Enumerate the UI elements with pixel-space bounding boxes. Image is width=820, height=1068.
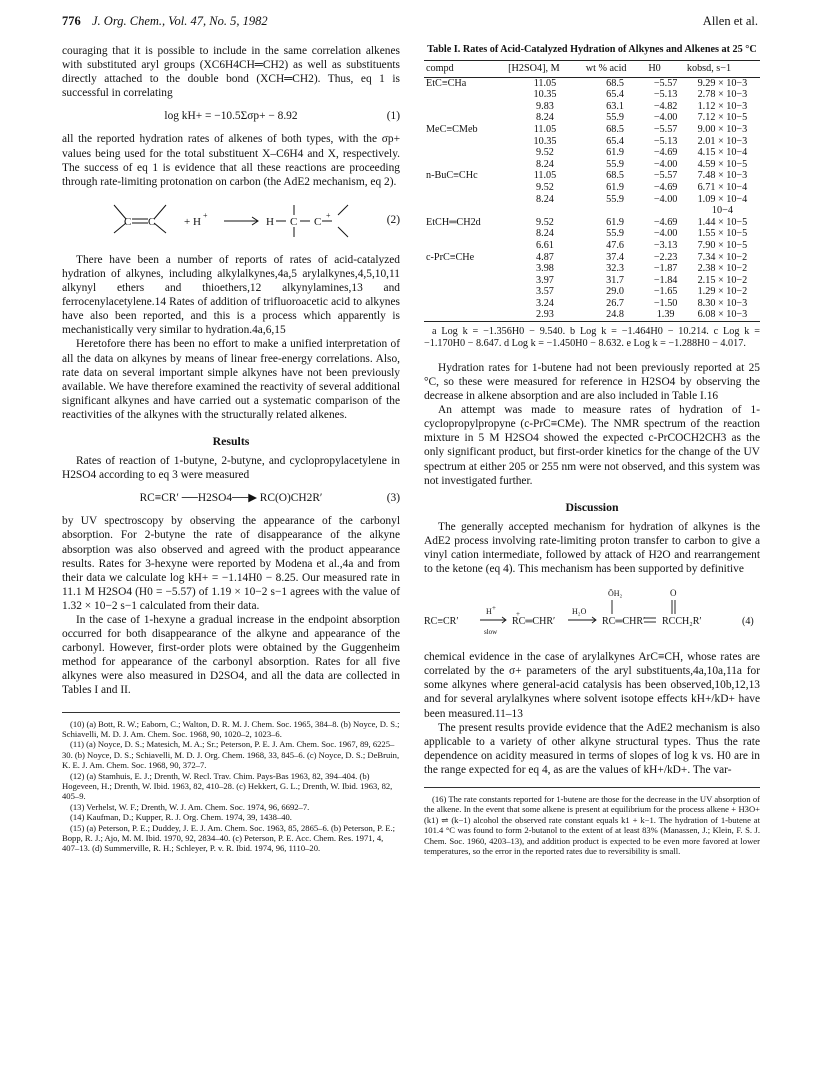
equation-text: RC≡CR′ ──H2SO4──▶ RC(O)CH2R′ [139, 492, 323, 505]
svg-text:+: + [516, 610, 520, 619]
table-cell: 9.52 [536, 147, 554, 159]
table-cell: −4.00 [653, 158, 678, 170]
table-cell: EtC≡CHa [426, 77, 467, 89]
table-cell [424, 298, 506, 310]
table-row [424, 77, 760, 89]
table-cell [646, 205, 685, 217]
table-cell [424, 309, 506, 321]
protonation-scheme-drawing [62, 195, 400, 247]
table-cell [424, 89, 506, 101]
table-cell: 55.9 [606, 112, 624, 124]
table-row [424, 228, 760, 240]
table-cell: MeC≡CMeb [426, 123, 478, 135]
reference-item: (10) (a) Bott, R. W.; Eaborn, C.; Walton, D. R. M. J. Chem. Soc. 1965, 384–8. (b) Noyce, D. S.; Schiavelli, M. D. J. Am. Chem. Soc. 1968, 90, 1020–2, 1023–6. [62, 718, 400, 739]
paragraph: chemical evidence in the case of arylalkynes ArC≡CH, whose rates are correlated by the σ+ parameters of the aryl substituents,4a,10a,11a for some alkynes where general-acid catalysis has been observed,10b,12,13 and for several arylalkynes where solvent isotope effects kH+/kD+ have been measured.11–13 [424, 651, 760, 720]
table-cell: EtCH═CH2d [426, 216, 481, 228]
table-cell: 8.24 [536, 112, 554, 124]
table-row [424, 112, 760, 124]
table-row [424, 309, 760, 321]
table-cell: 68.5 [606, 123, 624, 135]
table-cell: 61.9 [606, 147, 624, 159]
table-cell: −4.82 [653, 100, 678, 112]
table-cell: −4.69 [653, 147, 678, 159]
table-cell: 32.3 [606, 263, 624, 275]
svg-text:C: C [290, 215, 298, 228]
table-cell: 2.15 × 10−2 [697, 274, 748, 286]
table-cell: 7.90 × 10−5 [697, 239, 748, 251]
table-cell [424, 275, 506, 287]
table-cell: n-BuC≡CHc [426, 170, 478, 182]
table-cell: 1.44 × 10−5 [697, 216, 748, 228]
table-cell: −1.87 [653, 263, 678, 275]
table-cell: 4.59 × 10−5 [697, 158, 748, 170]
paragraph: Hydration rates for 1-butene had not been previously reported at 25 °C, so these were measured for reference in H2SO4 by observing the decrease in alkene absorption and are also included in Table I.16 [424, 361, 760, 403]
table-cell: 9.52 [536, 181, 554, 193]
svg-text:RC═CHR′: RC═CHR′ [602, 616, 646, 628]
table-cell [424, 112, 506, 124]
table-cell: −5.57 [653, 170, 678, 182]
table-cell: 55.9 [606, 193, 624, 205]
table-row [424, 194, 760, 206]
svg-text:+ H: + H [184, 215, 201, 228]
table-cell: 8.24 [536, 228, 554, 240]
column-header: compd [424, 61, 506, 78]
table-cell: 68.5 [606, 77, 624, 89]
svg-text:+: + [203, 210, 208, 220]
table-cell: 3.98 [536, 263, 554, 275]
table-cell [424, 194, 506, 206]
table-body [424, 77, 760, 321]
mechanism-drawing [424, 584, 760, 642]
table-caption: Table I. Rates of Acid-Catalyzed Hydration of Alkynes and Alkenes at 25 °C [427, 44, 757, 55]
table-row [424, 147, 760, 159]
table-cell: 68.5 [606, 170, 624, 182]
table-cell: −5.13 [653, 135, 678, 147]
table-cell: 29.0 [606, 286, 624, 298]
svg-text:H: H [266, 215, 274, 228]
equation-4-mechanism [424, 584, 760, 642]
table-cell: 10.35 [533, 89, 557, 101]
equation-number: (1) [386, 110, 400, 123]
table-cell: 2.78 × 10−3 [697, 89, 748, 101]
reference-item: (12) (a) Stamhuis, E. J.; Drenth, W. Recl. Trav. Chim. Pays-Bas 1963, 82, 394–404. (b) Hogeveen, H.; Drenth, W. Ibid. 1963, 82, 410–28. (c) Hekkert, G. L.; Drenth, W. Ibid. 1963, 82, 405–9. [62, 770, 393, 802]
table-row [424, 217, 760, 229]
table-cell [424, 136, 506, 148]
table-cell: 24.8 [584, 309, 647, 321]
table-cell [424, 228, 506, 240]
table-row [424, 263, 760, 275]
table-cell: −4.00 [653, 112, 678, 124]
paragraph: by UV spectroscopy by observing the appearance of the carbonyl absorption. For 2-butyne the rate of disappearance of the alkyne absorption was also observed and agreed with the product appearance results. Rates for 3-hexyne were reported by Modena et al.,4a and from their data we calculate log kH+ = −1.14H0 − 8.25. Our measured rate in 11.1 M H2SO4 (H0 = −5.57) of 1.19 × 10−2 s−1 agrees with the value of 1.32 × 10−2 s−1 calculated from their data. [62, 515, 400, 612]
svg-text:(4): (4) [742, 616, 754, 628]
svg-text:RC≡CR′: RC≡CR′ [424, 616, 459, 628]
table-row [424, 205, 760, 217]
table-cell: −3.13 [653, 239, 678, 251]
table-row [424, 159, 760, 171]
reference-item: (13) Verhelst, W. F.; Drenth, W. J. Am. Chem. Soc. 1974, 96, 6692–7. [70, 801, 310, 812]
left-column [62, 44, 400, 854]
table-cell: 9.52 [536, 216, 554, 228]
table-row [424, 240, 760, 252]
table-cell [424, 159, 506, 171]
table-cell: 10−4 [711, 205, 733, 217]
table-cell: c-PrC≡CHe [426, 251, 475, 263]
table-cell [424, 182, 506, 194]
svg-text:O: O [670, 588, 677, 599]
table-cell: 1.09 × 10−4 [697, 193, 748, 205]
table-cell: 65.4 [606, 89, 624, 101]
table-cell [424, 240, 506, 252]
table-cell: 6.08 × 10−3 [685, 309, 760, 321]
table-row [424, 252, 760, 264]
section-heading-discussion: Discussion [565, 499, 619, 514]
table-cell: 7.34 × 10−2 [697, 251, 748, 263]
reference-item: (15) (a) Peterson, P. E.; Duddey, J. E. J. Am. Chem. Soc. 1963, 85, 2865–6. (b) Peterson, P. E.; Bopp, R. J.; Ajo, M. M. Ibid. 1970, 92, 2834–40. (c) Peterson, P. E. Acc. Chem. Res. 1971, 4, 407–13. (d) Summerville, R. H.; Schleyer, P. v. R. Ibid. 1974, 96, 1110–20. [62, 822, 396, 854]
table-cell: 11.05 [533, 123, 557, 135]
journal-citation: J. Org. Chem., Vol. 47, No. 5, 1982 [92, 14, 268, 28]
table-cell: −4.69 [653, 216, 678, 228]
equation-3 [62, 491, 400, 505]
section-heading-results: Results [212, 433, 250, 448]
table-cell: 8.24 [536, 158, 554, 170]
table-cell: 3.24 [536, 297, 554, 309]
table-header-row [424, 61, 760, 78]
table-cell: −5.57 [653, 77, 678, 89]
table-cell: 1.39 [646, 309, 685, 321]
paragraph: couraging that it is possible to include in the same correlation alkenes with substituted aryl groups (XC6H4CH═CH2) as well as substituents directly attached to the double bond (XCH═CH2). Thus, eq 1 is successful in correlating [62, 45, 400, 100]
page-number: 776 [62, 14, 81, 28]
table-cell: 8.24 [536, 193, 554, 205]
paragraph: An attempt was made to measure rates of hydration of 1-cyclopropylpropyne (c-PrC≡CMe). The NMR spectrum of the reaction mixture in 5 M H2SO4 showed the expected c-PrCOCH2CH3 as the only significant product, but first-order kinetics for the change of the UV spectrum at either 205 or 255 nm were not observed, and this system was not investigated further. [424, 404, 760, 487]
table-cell [424, 147, 506, 159]
svg-text:H: H [486, 607, 492, 617]
table-cell: 9.29 × 10−3 [697, 77, 748, 89]
table-cell: 3.57 [536, 286, 554, 298]
table-cell: −1.50 [653, 297, 678, 309]
table-cell: 1.12 × 10−3 [697, 100, 748, 112]
table-cell: 55.9 [606, 228, 624, 240]
svg-text:H₂O: H₂O [572, 607, 587, 617]
svg-text:+: + [492, 604, 496, 613]
svg-text:RCCH₂R′: RCCH₂R′ [662, 616, 702, 628]
column-header: wt % acid [584, 61, 647, 78]
table-cell: 6.71 × 10−4 [697, 181, 748, 193]
table-cell [424, 263, 506, 275]
table-row [424, 89, 760, 101]
references-list [62, 712, 400, 854]
table-cell: 37.4 [606, 251, 624, 263]
table-cell: 10.35 [533, 135, 557, 147]
table-cell: −4.00 [653, 228, 678, 240]
table-row [424, 101, 760, 113]
table-cell: 65.4 [606, 135, 624, 147]
table-cell: 2.93 [506, 309, 584, 321]
svg-text:ŌH₂: ŌH₂ [608, 589, 623, 599]
table-footnotes: a Log k = −1.356H0 − 9.540. b Log k = −1.464H0 − 10.214. c Log k = −1.170H0 − 8.647. d Log k = −1.450H0 − 8.632. e Log k = −1.288H0 − 4.017. [424, 326, 760, 350]
table-cell [584, 205, 647, 217]
table-row [424, 136, 760, 148]
paragraph: In the case of 1-hexyne a gradual increase in the endpoint absorption occurred for both disappearance of the alkyne and appearance of the carbonyl. However, first-order plots were obtained by the Guggenheim method for appearance of the carbonyl absorption. Rates for all five alkynes were also measured in D2SO4, and all the data are collected in Tables I and II. [62, 614, 400, 697]
table-row [424, 298, 760, 310]
paragraph: Heretofore there has been no effort to make a unified interpretation of all the data on alkynes by means of linear free-energy correlations. Also, rate data on several important simple alkynes have not been previously available. We have therefore examined the reactivity of several additional significant alkynes and have carried out a systematic comparison of the reactivities of the alkynes with the structurally related alkenes. [62, 338, 400, 421]
column-header: H0 [646, 61, 685, 78]
svg-text:C: C [314, 215, 322, 228]
table-cell: 7.12 × 10−5 [697, 112, 748, 124]
table-cell: 2.01 × 10−3 [697, 135, 748, 147]
table-cell: 1.55 × 10−5 [697, 228, 748, 240]
equation-text: log kH+ = −10.5Σσp+ − 8.92 [164, 110, 298, 123]
table-cell [424, 101, 506, 113]
paragraph: Rates of reaction of 1-butyne, 2-butyne, and cyclopropylacetylene in H2SO4 according to eq 3 were measured [62, 455, 400, 482]
table-cell: 1.29 × 10−2 [697, 286, 748, 298]
table-cell: 6.61 [536, 239, 554, 251]
paragraph: There have been a number of reports of rates of acid-catalyzed hydration of alkynes, including alkylalkynes,4a,5 arylalkynes,4,5,10,11 alkynyl ethers and thioethers,12 alkynylamines,13 and ferrocenylacetylene.14 Rates of addition of trifluoroacetic acid to alkynes have also been reported, and this is a process which apparently is mechanistically very similar to hydration.4a,6,15 [62, 253, 400, 337]
table-cell: 7.48 × 10−3 [697, 170, 748, 182]
table-cell [424, 205, 506, 217]
paragraph: all the reported hydration rates of alkenes of both types, with the σp+ values being used for the total substituent X–C6H4 and X, respectively. The success of eq 1 is evidence that all these reactions are proceeding through rate-limiting protonation on carbon (the AdE2 mechanism, eq 2). [62, 133, 400, 188]
rates-table [424, 60, 760, 322]
table-cell: 4.15 × 10−4 [697, 147, 748, 159]
table-cell: −1.84 [653, 274, 678, 286]
table-cell: 11.05 [533, 170, 557, 182]
svg-text:+: + [326, 210, 331, 220]
right-column [424, 44, 760, 856]
column-header: [H2SO4], M [506, 61, 584, 78]
table-cell: 61.9 [606, 181, 624, 193]
table-cell: 61.9 [606, 216, 624, 228]
table-cell: 26.7 [606, 297, 624, 309]
table-cell: 55.9 [606, 158, 624, 170]
table-cell: −2.23 [653, 251, 678, 263]
table-cell: 47.6 [606, 239, 624, 251]
svg-text:C: C [124, 215, 132, 228]
table-row [424, 275, 760, 287]
table-cell: 3.97 [536, 274, 554, 286]
table-cell: 2.38 × 10−2 [697, 263, 748, 275]
equation-number: (3) [386, 492, 400, 505]
table-row [424, 182, 760, 194]
table-cell: −5.57 [653, 123, 678, 135]
equation-number: (2) [386, 213, 400, 226]
table-cell [424, 286, 506, 298]
paragraph: The generally accepted mechanism for hydration of alkynes is the AdE2 process involving rate-limiting proton transfer to carbon to give a vinyl cation intermediate, followed by attack of H2O and rearrangement to the ketone (eq 4). This mechanism has been supported by definitive [424, 520, 760, 576]
table-cell: 11.05 [533, 77, 557, 89]
table-cell [506, 205, 584, 217]
running-authors: Allen et al. [702, 14, 758, 28]
reference-item: (11) (a) Noyce, D. S.; Matesich, M. A.; Sr.; Peterson, P. E. J. Am. Chem. Soc. 1967, 89, 6225–30. (b) Noyce, D. S.; Schiavelli, M. D. J. Org. Chem. 1968, 33, 845–6. (c) Noyce, D. S.; DeBruin, K. E. J. Am. Chem. Soc. 1968, 90, 372–7. [62, 739, 400, 771]
table-row [424, 170, 760, 182]
table-cell: −5.13 [653, 89, 678, 101]
table-cell: 9.00 × 10−3 [697, 123, 748, 135]
table-cell: −1.65 [653, 286, 678, 298]
reference-item: (14) Kaufman, D.; Kupper, R. J. Org. Chem. 1974, 39, 1438–40. [70, 812, 292, 823]
table-row [424, 286, 760, 298]
table-cell: 9.83 [536, 100, 554, 112]
table-cell: −4.00 [653, 193, 678, 205]
svg-text:RC═CHR′: RC═CHR′ [512, 616, 556, 628]
table-cell: 63.1 [606, 100, 624, 112]
column-header: kobsd, s−1 [685, 61, 760, 78]
table-cell: 8.30 × 10−3 [697, 297, 748, 309]
equation-1 [62, 109, 400, 123]
paragraph: The present results provide evidence that the AdE2 mechanism is also applicable to a variety of other alkyne structural types. Thus the rate dependence on acidity measured in terms of slopes of log k vs. H0 are in the range expected for eq 4, as are the values of kH+/kD+. The var- [424, 721, 760, 776]
table-cell: 4.87 [536, 251, 554, 263]
svg-text:slow: slow [484, 628, 498, 637]
svg-text:C: C [148, 215, 156, 228]
equation-2-scheme [62, 195, 400, 247]
table-cell: 31.7 [606, 274, 624, 286]
footnote-16: (16) The rate constants reported for 1-butene are those for the decrease in the UV absorption of the alkene. In the event that some alkene is present at equilibrium for the process alkene + H3O+ (k1) ⇌ (k−1) alcohol the observed rate constant equals k1 + k−1. The hydration of 1-butene at 101.4 °C was found to form 2-butanol to the extent of at least 83% (Manassen, J.; Klein, F. S. J. Chem. Soc. 1960, 4203–13), and addition product is expected to be even more favored at lower temperatures, so the error in the reported rates due to reversibility is small. [424, 787, 760, 856]
table-cell: −4.69 [653, 181, 678, 193]
running-header [62, 14, 758, 32]
table-row [424, 124, 760, 136]
